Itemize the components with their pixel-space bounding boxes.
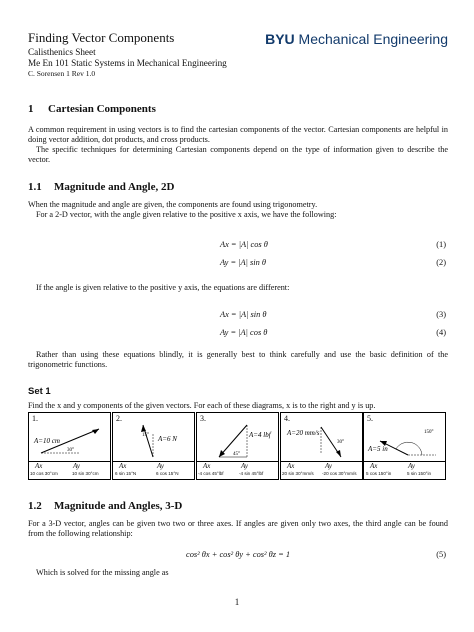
- ay-answer: -4 sin 45°lbf: [239, 471, 264, 476]
- section-1-1-heading: [28, 181, 174, 193]
- equation-lhs: Ay =: [220, 328, 239, 337]
- equation-number: (4): [436, 328, 446, 337]
- equation-lhs: Ay =: [220, 258, 239, 267]
- section-title: Magnitude and Angles, 3-D: [54, 500, 183, 512]
- equation-rhs: |A| cos θ: [238, 328, 268, 337]
- equation-2: [220, 258, 266, 267]
- vector-diagram: [113, 423, 196, 459]
- equation-rhs: |A| sin θ: [238, 258, 267, 267]
- ay-answer: 10 sin 30°cm: [72, 471, 99, 476]
- brand-bold: BYU: [265, 31, 295, 47]
- problem-4: [280, 412, 363, 480]
- ax-answer: 10 cos 30°cm: [30, 471, 58, 476]
- section-1-2-heading: [28, 500, 182, 512]
- equation-number: (5): [436, 550, 446, 559]
- vector-diagram: [29, 423, 112, 459]
- ax-header: Ax: [119, 462, 127, 470]
- ay-header: Ay: [241, 462, 248, 470]
- ay-answer: -20 cos 30°mm/s: [322, 471, 357, 476]
- angle-label: 30°: [337, 440, 344, 445]
- vector-label: A=5 in: [368, 445, 388, 453]
- equation-lhs: Ax =: [220, 310, 239, 319]
- section-1-1-paragraph-1: When the magnitude and angle are given, the components are found using trigonometry.: [28, 200, 318, 209]
- section-1-paragraph-1: A common requirement in using vectors is to find the cartesian components of the vector. Cartesian components are helpful in doing vector addition, dot products, and cross products.: [28, 125, 448, 145]
- document-subtitle: Calisthenics Sheet: [28, 47, 96, 57]
- brand-rest: Mechanical Engineering: [294, 31, 448, 47]
- ay-header: Ay: [325, 462, 332, 470]
- ax-header: Ax: [203, 462, 211, 470]
- ax-answer: 5 cos 150°in: [366, 471, 392, 476]
- problem-table: [28, 412, 446, 480]
- equation-3: [220, 310, 266, 319]
- set-1-heading: Set 1: [28, 386, 51, 397]
- course-name: Me En 101 Static Systems in Mechanical Engineering: [28, 58, 227, 68]
- section-number: 1.2: [28, 500, 42, 512]
- ax-answer: -4 cos 45°lbf: [198, 471, 224, 476]
- vector-label: A=10 cm: [34, 437, 60, 445]
- vector-diagram: [197, 423, 280, 459]
- equation-number: (3): [436, 310, 446, 319]
- problem-1: [28, 412, 111, 480]
- page-number: 1: [234, 597, 240, 607]
- problem-number: 5.: [367, 414, 373, 423]
- vector-label: A=20 mm/s: [287, 429, 320, 437]
- section-title: Magnitude and Angle, 2D: [54, 181, 175, 193]
- ay-header: Ay: [157, 462, 164, 470]
- vector-diagram: [281, 423, 364, 459]
- equation-number: (2): [436, 258, 446, 267]
- problem-number: 4.: [284, 414, 290, 423]
- angle-label: 45°: [233, 452, 240, 457]
- author-line: C. Sorensen 1 Rev 1.0: [28, 69, 96, 78]
- brand-logo: [265, 31, 448, 47]
- angle-label: 150°: [424, 430, 434, 435]
- ay-answer: 5 sin 150°in: [407, 471, 432, 476]
- problem-number: 2.: [116, 414, 122, 423]
- document-title: Finding Vector Components: [28, 30, 175, 45]
- equation-1: [220, 240, 268, 249]
- ax-answer: 20 sin 30°mm/s: [282, 471, 314, 476]
- problem-number: 3.: [200, 414, 206, 423]
- section-1-1-paragraph-2: For a 2-D vector, with the angle given relative to the positive x axis, we have the following:: [36, 210, 337, 219]
- ax-header: Ax: [35, 462, 43, 470]
- section-1-paragraph-2: The specific techniques for determining Cartesian components depend on the type of information given to describe the vector.: [28, 145, 448, 165]
- ay-answer: 6 cos 15°N: [156, 471, 179, 476]
- section-1-1-paragraph-4: Rather than using these equations blindly, it is generally best to think carefully and use the basic definition of the trigonometric functions.: [28, 350, 448, 370]
- ax-answer: 6 sin 15°N: [115, 471, 137, 476]
- equation-4: [220, 328, 267, 337]
- section-number: 1: [28, 103, 34, 115]
- ax-header: Ax: [287, 462, 295, 470]
- equation-rhs: |A| cos θ: [238, 240, 268, 249]
- section-1-heading: [28, 103, 156, 115]
- vector-label: A=4 lbf: [249, 431, 271, 439]
- problem-2: [112, 412, 195, 480]
- section-1-1-paragraph-3: If the angle is given relative to the positive y axis, the equations are different:: [36, 283, 290, 292]
- problem-3: [196, 412, 279, 480]
- set-1-instructions: Find the x and y components of the given vectors. For each of these diagrams, x is to the right and y is up.: [28, 401, 376, 410]
- section-1-2-paragraph-1: For a 3-D vector, angles can be given two two or three axes. If angles are given only two axes, the third angle can be found from the following relationship:: [28, 519, 448, 539]
- ay-header: Ay: [408, 462, 415, 470]
- angle-label: 30°: [67, 448, 74, 453]
- section-number: 1.1: [28, 181, 42, 193]
- equation-lhs: Ax =: [220, 240, 239, 249]
- angle-label: 15°: [142, 433, 149, 438]
- problem-5: [363, 412, 446, 480]
- equation-rhs: |A| sin θ: [238, 310, 267, 319]
- ay-header: Ay: [73, 462, 80, 470]
- problem-number: 1.: [32, 414, 38, 423]
- ax-header: Ax: [370, 462, 378, 470]
- section-title: Cartesian Components: [48, 103, 156, 115]
- equation-5: cos² θx + cos² θy + cos² θz = 1: [186, 550, 291, 559]
- vector-label: A=6 N: [158, 435, 177, 443]
- equation-number: (1): [436, 240, 446, 249]
- vector-diagram: [364, 423, 447, 459]
- section-1-2-paragraph-2: Which is solved for the missing angle as: [36, 568, 169, 577]
